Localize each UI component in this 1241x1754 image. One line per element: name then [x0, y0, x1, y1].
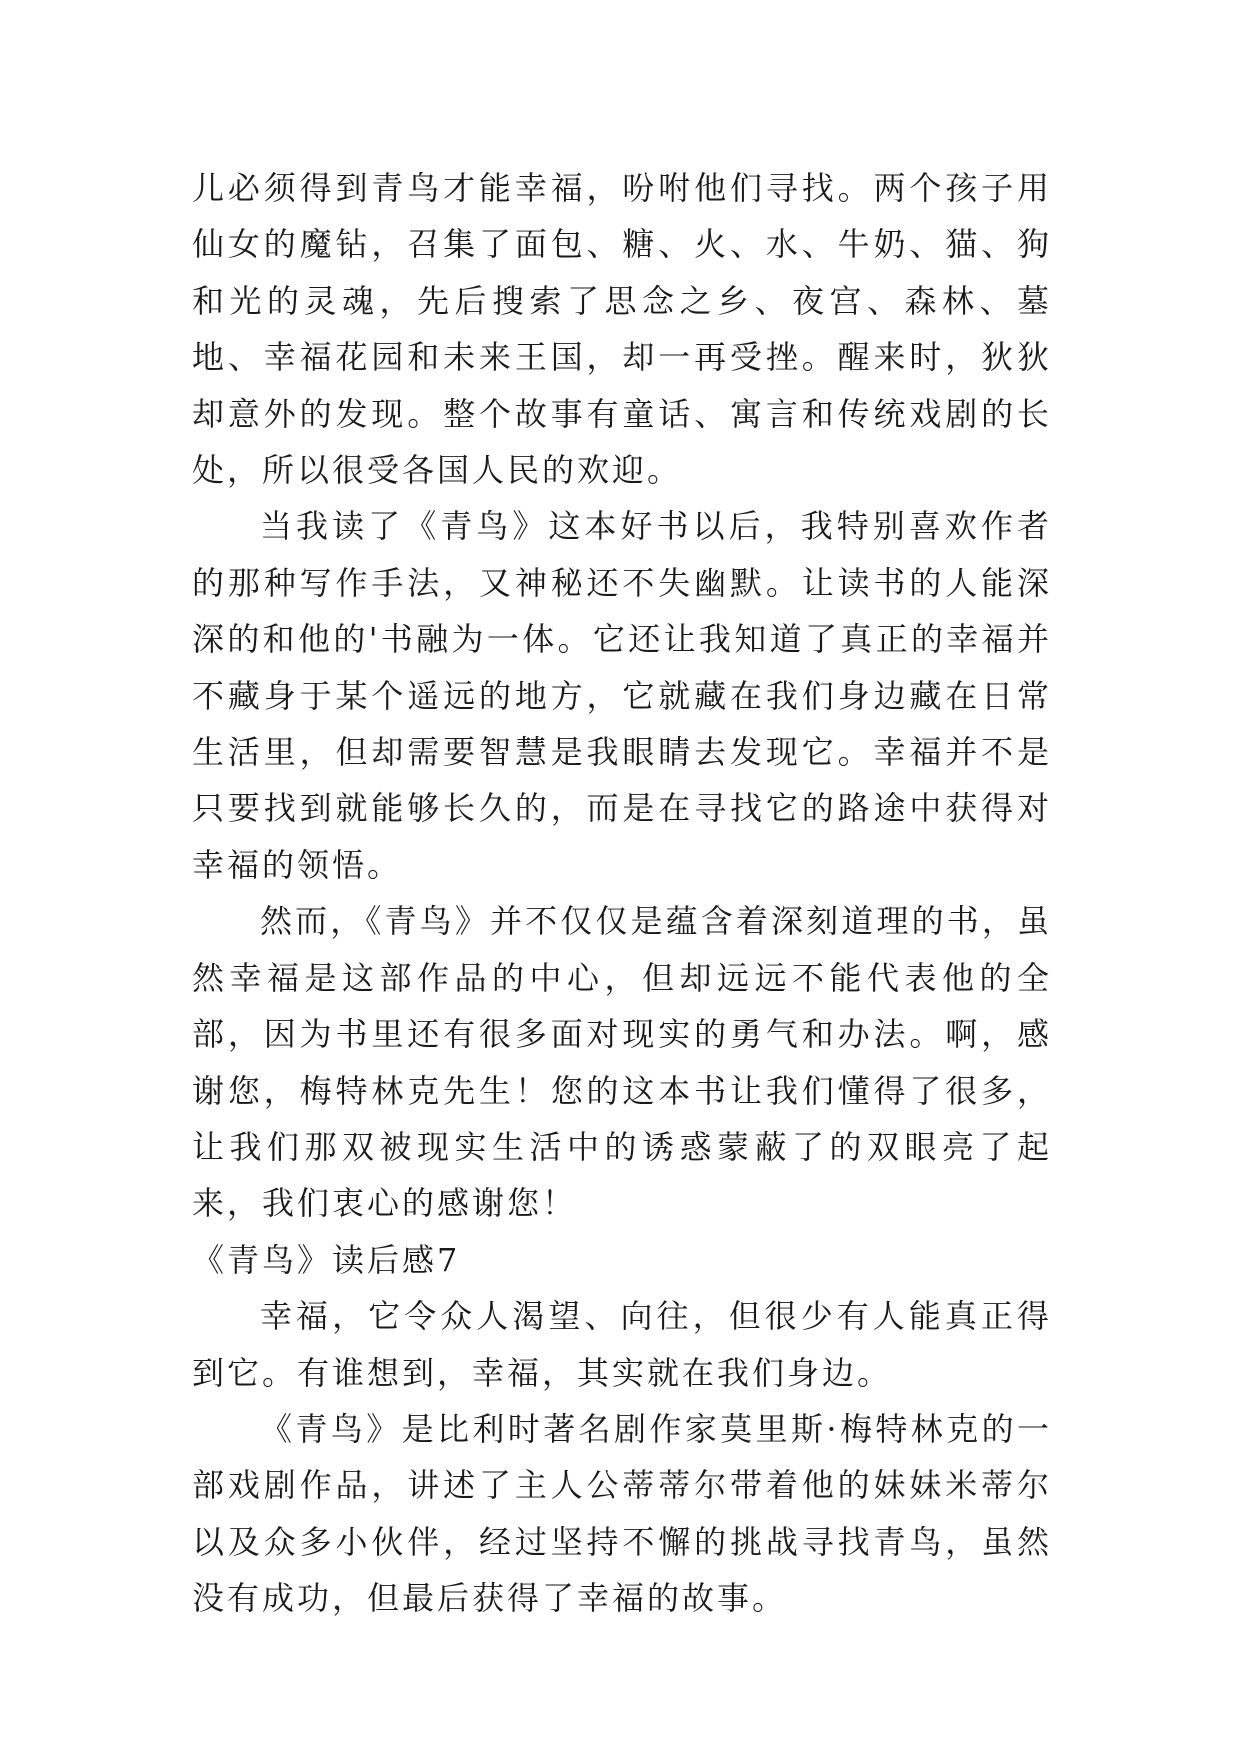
paragraph: 幸福，它令众人渴望、向往，但很少有人能真正得到它。有谁想到，幸福，其实就在我们身边。: [192, 1297, 1052, 1392]
paragraph: 当我读了《青鸟》这本好书以后，我特别喜欢作者的那种写作手法，又神秘还不失幽默。让读书的人能深深的和他的'书融为一体。它还让我知道了真正的幸福并不藏身于某个遥远的地方，它就藏在我们身边藏在日常生活里，但却需要智慧是我眼睛去发现它。幸福并不是只要找到就能够长久的，而是在寻找它的路途中获得对幸福的领悟。: [192, 507, 1052, 884]
paragraph-continuation: 儿必须得到青鸟才能幸福，吩咐他们寻找。两个孩子用仙女的魔钻，召集了面包、糖、火、水、牛奶、猫、狗和光的灵魂，先后搜索了思念之乡、夜宫、森林、墓地、幸福花园和未来王国，却一再受挫。醒来时，狄狄却意外的发现。整个故事有童话、寓言和传统戏剧的长处，所以很受各国人民的欢迎。: [192, 169, 1052, 490]
paragraph: 《青鸟》是比利时著名剧作家莫里斯·梅特林克的一部戏剧作品，讲述了主人公蒂蒂尔带着他的妹妹米蒂尔以及众多小伙伴，经过坚持不懈的挑战寻找青鸟，虽然没有成功，但最后获得了幸福的故事。: [192, 1409, 1052, 1618]
paragraph: 然而，《青鸟》并不仅仅是蕴含着深刻道理的书，虽然幸福是这部作品的中心，但却远远不能代表他的全部，因为书里还有很多面对现实的勇气和办法。啊，感谢您，梅特林克先生！您的这本书让我们懂得了很多，让我们那双被现实生活中的诱惑蒙蔽了的双眼亮了起来，我们衷心的感谢您！: [192, 902, 1052, 1223]
document-body: [192, 160, 1052, 1627]
section-heading: 《青鸟》读后感7: [192, 1240, 461, 1279]
